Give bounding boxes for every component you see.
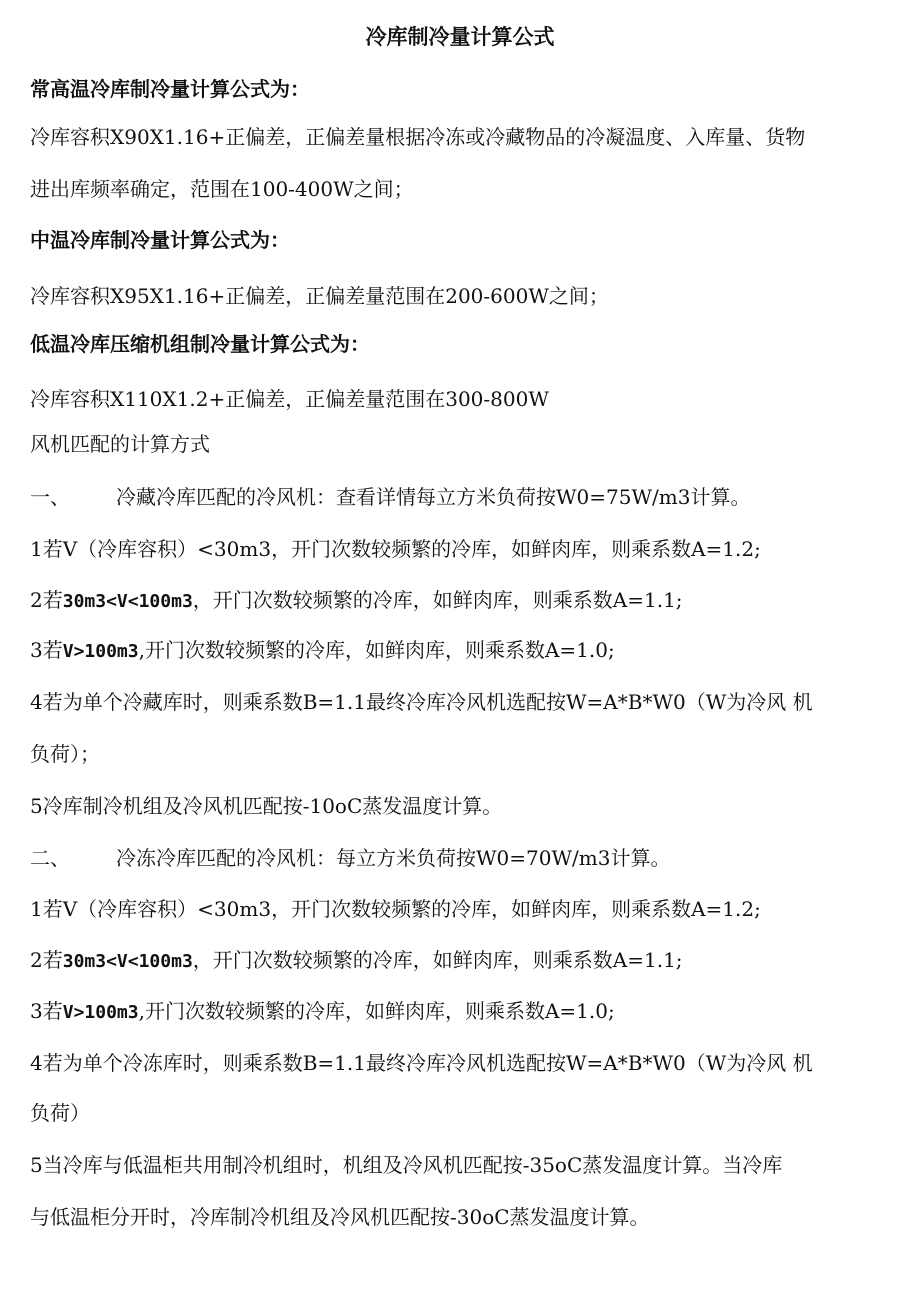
item-prefix: 3若 [30, 638, 63, 662]
item-suffix: ，开门次数较频繁的冷库，如鲜肉库，则乘系数A=1.1; [192, 588, 683, 612]
part1-item4-line1: 4若为单个冷藏库时，则乘系数B=1.1最终冷库冷风机选配按W=A*B*W0（W为冷风 机 [30, 690, 813, 714]
fan-heading: 风机匹配的计算方式 [30, 432, 210, 456]
item-suffix: ,开门次数较频繁的冷库，如鲜肉库，则乘系数A=1.0; [138, 999, 615, 1023]
volume-range: V>100m3 [62, 1002, 139, 1023]
part1-item5: 5冷库制冷机组及冷风机匹配按-10oC蒸发温度计算。 [30, 794, 503, 818]
part2-item3 [30, 998, 892, 1026]
mid-temp-formula: 冷库容积X95X1.16+正偏差，正偏差量范围在200-600W之间； [30, 284, 609, 308]
part2-heading-line [30, 845, 892, 871]
part2-item5-line2: 与低温柜分开时，冷库制冷机组及冷风机匹配按-30oC蒸发温度计算。 [30, 1205, 650, 1229]
part2-item4-line2: 负荷） [30, 1101, 90, 1125]
volume-range: V>100m3 [62, 641, 139, 662]
part1-text: 冷藏冷库匹配的冷风机：查看详情每立方米负荷按W0=75W/m3计算。 [116, 485, 751, 509]
part1-item4-line2: 负荷）； [30, 742, 100, 766]
low-temp-heading: 低温冷库压缩机组制冷量计算公式为： [30, 332, 370, 356]
part1-number: 一、 [30, 485, 70, 509]
part1-item3 [30, 637, 892, 665]
part1-heading-line [30, 484, 892, 510]
part1-item1: 1若V（冷库容积）<30m3，开门次数较频繁的冷库，如鲜肉库，则乘系数A=1.2; [30, 537, 761, 561]
part2-item5-line1: 5当冷库与低温柜共用制冷机组时，机组及冷风机匹配按-35oC蒸发温度计算。当冷库 [30, 1153, 783, 1177]
part1-item2 [30, 587, 892, 615]
page-title: 冷库制冷量计算公式 [365, 24, 555, 49]
volume-range: 30m3<V<100m3 [62, 591, 193, 612]
part2-text: 冷冻冷库匹配的冷风机：每立方米负荷按W0=70W/m3计算。 [116, 846, 671, 870]
item-prefix: 2若 [30, 588, 63, 612]
item-suffix: ,开门次数较频繁的冷库，如鲜肉库，则乘系数A=1.0; [138, 638, 615, 662]
part2-item1: 1若V（冷库容积）<30m3，开门次数较频繁的冷库，如鲜肉库，则乘系数A=1.2; [30, 897, 761, 921]
high-temp-formula-line2: 进出库频率确定，范围在100-400W之间； [30, 177, 414, 201]
item-suffix: ，开门次数较频繁的冷库，如鲜肉库，则乘系数A=1.1; [192, 948, 683, 972]
mid-temp-heading: 中温冷库制冷量计算公式为： [30, 228, 290, 252]
high-temp-heading: 常高温冷库制冷量计算公式为： [30, 77, 310, 101]
part2-number: 二、 [30, 846, 70, 870]
high-temp-formula-line1: 冷库容积X90X1.16+正偏差，正偏差量根据冷冻或冷藏物品的冷凝温度、入库量、货物 [30, 125, 806, 149]
part2-item2 [30, 947, 892, 975]
volume-range: 30m3<V<100m3 [62, 951, 193, 972]
item-prefix: 3若 [30, 999, 63, 1023]
low-temp-formula: 冷库容积X110X1.2+正偏差，正偏差量范围在300-800W [30, 387, 549, 411]
part2-item4-line1: 4若为单个冷冻库时，则乘系数B=1.1最终冷库冷风机选配按W=A*B*W0（W为冷风 机 [30, 1051, 813, 1075]
item-prefix: 2若 [30, 948, 63, 972]
